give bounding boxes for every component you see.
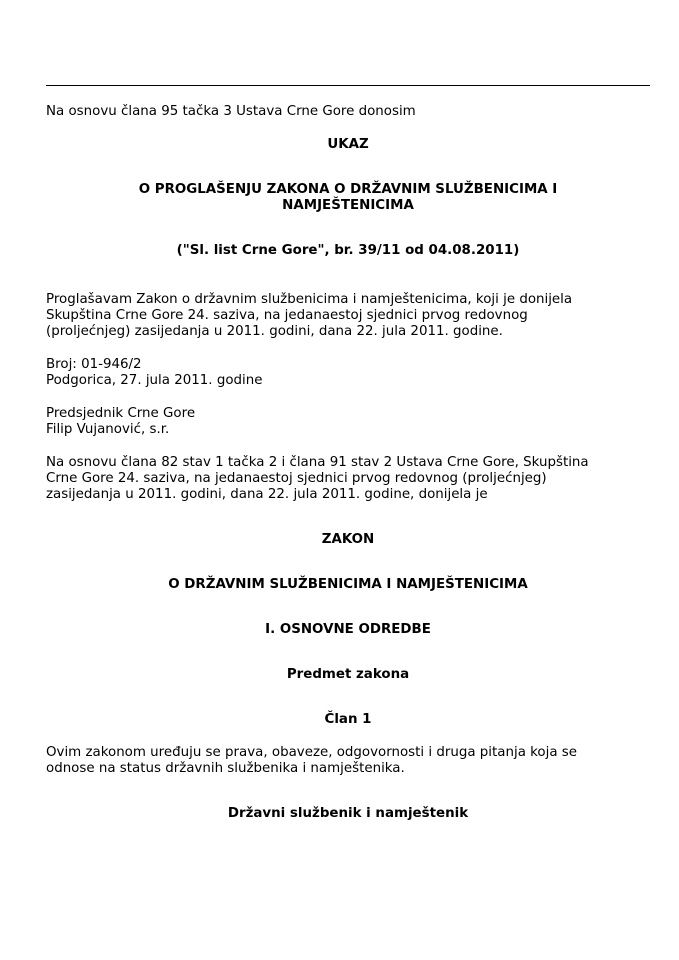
header-rule: [46, 85, 650, 86]
chapter-heading: I. OSNOVNE ODREDBE: [265, 622, 431, 637]
decree-number-block: [46, 357, 650, 389]
law-subtitle: O DRŽAVNIM SLUŽBENICIMA I NAMJEŠTENICIMA: [168, 577, 528, 592]
decree-number: Broj: 01-946/2: [46, 357, 142, 372]
paragraph-line: Skupština Crne Gore 24. saziva, na jedanaestoj sjednici prvog redovnog: [46, 308, 528, 323]
ukaz-subtitle: [46, 182, 650, 214]
paragraph-line: Crne Gore 24. saziva, na jedanaestoj sjednici prvog redovnog (proljećnjeg): [46, 471, 547, 486]
ukaz-subtitle-line: NAMJEŠTENICIMA: [282, 198, 414, 213]
law-title: ZAKON: [321, 532, 375, 547]
ukaz-title: UKAZ: [327, 137, 369, 152]
section-heading: Državni službenik i namještenik: [227, 806, 469, 821]
paragraph-line: Ovim zakonom uređuju se prava, obaveze, odgovornosti i druga pitanja koja se: [46, 745, 578, 760]
article-title: Član 1: [324, 712, 372, 727]
paragraph-line: odnose na status državnih službenika i namještenika.: [46, 761, 405, 776]
preamble-paragraph: [46, 455, 650, 503]
signature-block: [46, 406, 650, 438]
decree-place-date: Podgorica, 27. jula 2011. godine: [46, 373, 263, 388]
ukaz-subtitle-line: O PROGLAŠENJU ZAKONA O DRŽAVNIM SLUŽBENICIMA I: [138, 182, 558, 197]
article-1-paragraph: [46, 745, 650, 777]
president-title: Predsjednik Crne Gore: [46, 406, 196, 421]
paragraph-line: zasijedanja u 2011. godini, dana 22. jula 2011. godine, donijela je: [46, 487, 488, 502]
paragraph-line: (proljećnjeg) zasijedanja u 2011. godini, dana 22. jula 2011. godine.: [46, 324, 503, 339]
section-heading: Predmet zakona: [286, 667, 410, 682]
intro-paragraph: Na osnovu člana 95 tačka 3 Ustava Crne Gore donosim: [46, 104, 416, 119]
president-name: Filip Vujanović, s.r.: [46, 422, 170, 437]
paragraph-line: Na osnovu člana 82 stav 1 tačka 2 i člana 91 stav 2 Ustava Crne Gore, Skupština: [46, 455, 589, 470]
document-page: [46, 104, 650, 822]
proclamation-paragraph: [46, 292, 650, 340]
paragraph-line: Proglašavam Zakon o državnim službenicima i namještenicima, koji je donijela: [46, 292, 573, 307]
gazette-reference: ("Sl. list Crne Gore", br. 39/11 od 04.08.2011): [176, 243, 520, 258]
